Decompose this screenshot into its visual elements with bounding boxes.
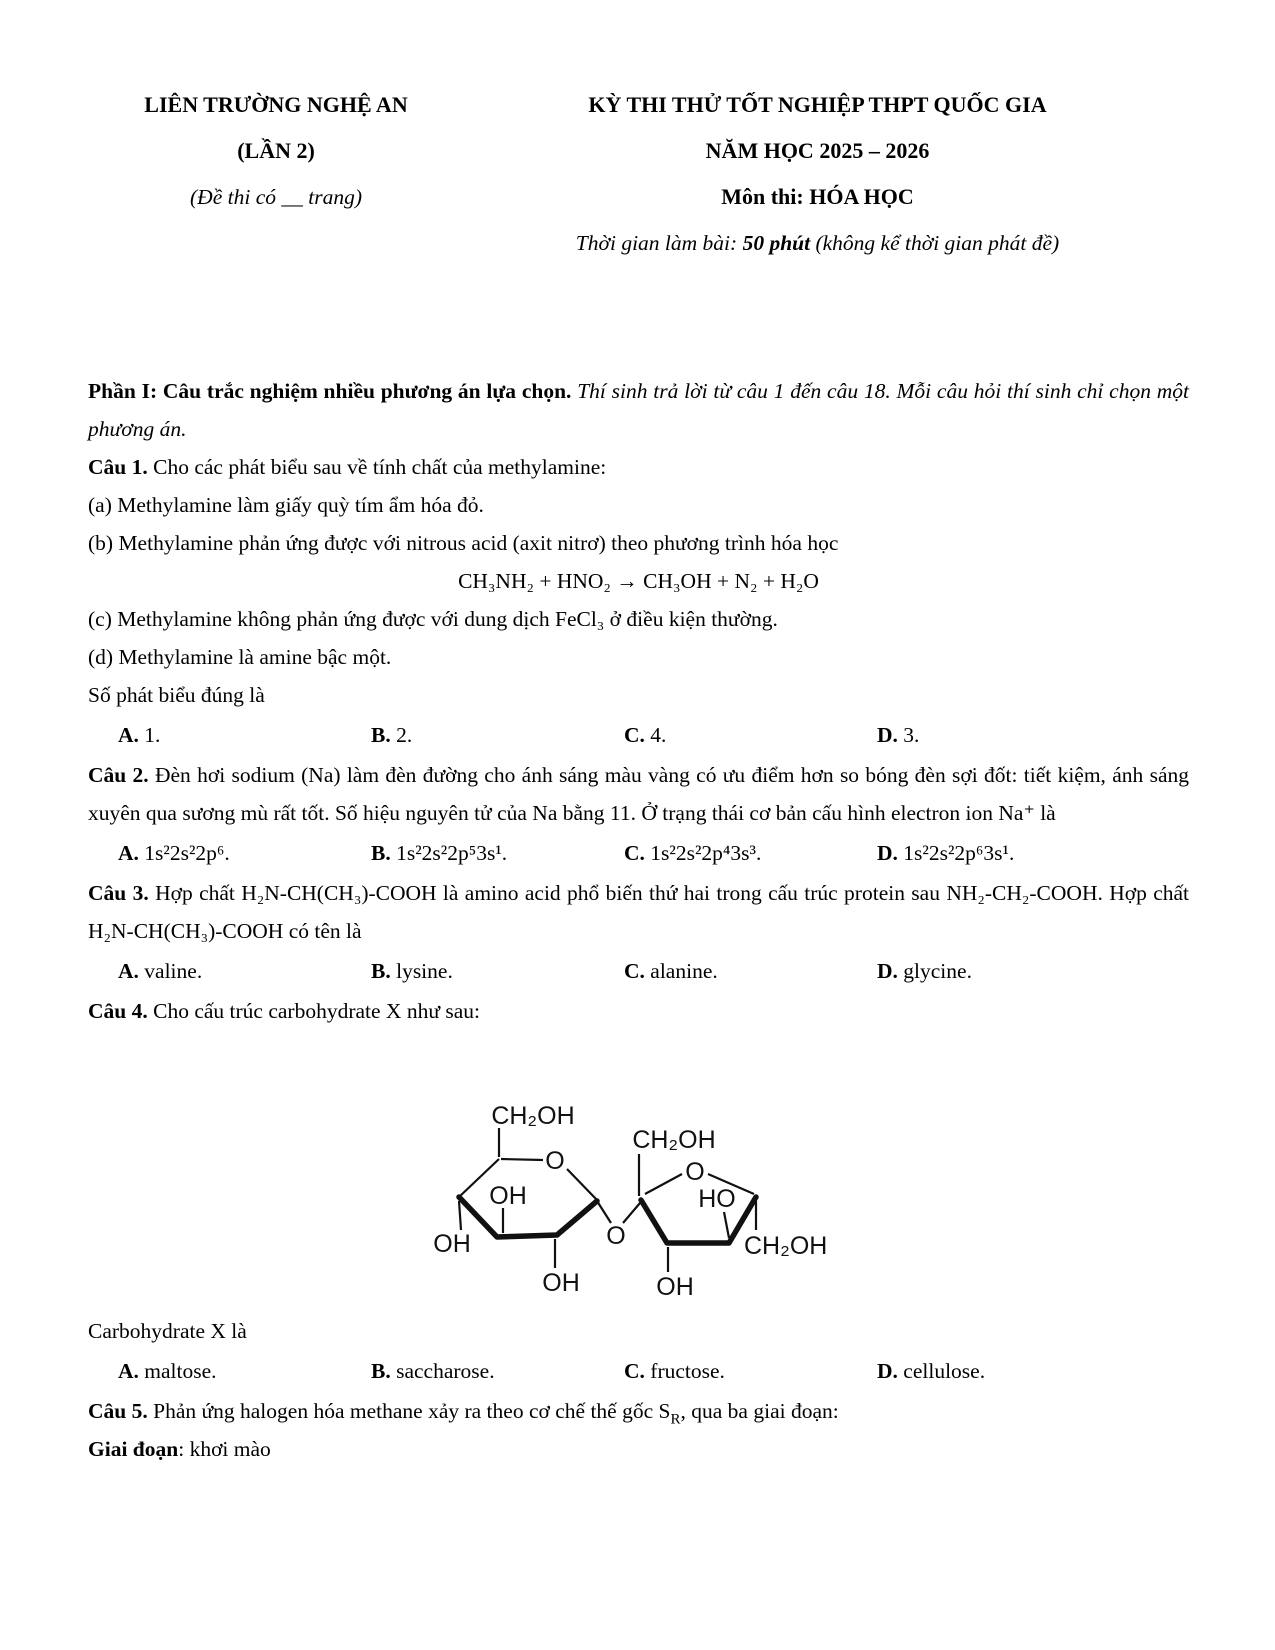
q2-options-row [88,834,1189,872]
glucose-oh-inner-label: OH [488,1182,527,1210]
q3-option-a: A. valine. [118,959,203,983]
sucrose-structure-diagram [404,1044,874,1302]
exam-org: LIÊN TRƯỜNG NGHỆ AN [144,92,408,117]
school-year: NĂM HỌC 2025 – 2026 [705,138,930,163]
q2-option-a: A. 1s²2s²2p⁶. [118,841,230,865]
q3-label: Câu 3. [88,881,149,905]
q4-option-a: A. maltose. [118,1359,217,1383]
part1-heading-bold: Phần I: Câu trắc nghiệm nhiều phương án lựa chọn. [88,379,572,403]
q4-diagram-container [88,1030,1189,1312]
exam-title: KỲ THI THỬ TỐT NGHIỆP THPT QUỐC GIA [588,92,1047,117]
q2-option-d: D. 1s²2s²2p⁶3s¹. [877,841,1015,865]
q4-options-row [88,1352,1189,1390]
q1-statement-b: (b) Methylamine phản ứng được với nitrous acid (axit nitrơ) theo phương trình hóa học [88,531,839,555]
q1-statement-d: (d) Methylamine là amine bậc một. [88,645,392,669]
q4-option-d: D. cellulose. [877,1359,986,1383]
part1-heading-italic: Thí sinh trả lời từ câu 1 đến câu 18. Mỗi câu hỏi thí sinh chỉ chọn một phương án. [88,379,1189,441]
subject-line: Môn thi: HÓA HỌC [721,184,914,209]
q5-radical-subscript: R [670,1411,681,1428]
fructose-ring-oxygen-label: O [684,1158,705,1186]
q1-equation: CH₃NH₂ + HNO₂ → CH₃OH + N₂ + H₂O [458,569,819,593]
q1-option-b: B. 2. [371,723,413,747]
q5-stage-line: Giai đoạn: khơi mào [88,1437,271,1461]
fructose-oh-bottom-label: OH [655,1273,694,1301]
q2-label: Câu 2. [88,763,149,787]
q3-stem: Câu 3. Hợp chất H₂N-CH(CH₃)-COOH là amino acid phổ biến thứ hai trong cấu trúc protein sau NH₂-CH₂-COOH. Hợp chất H₂N-CH(CH₃)-COOH có tên là [88,881,1190,943]
header-right-block [446,82,1189,266]
glycosidic-oxygen-label: O [605,1222,626,1250]
q2-option-b: B. 1s²2s²2p⁵3s¹. [371,841,508,865]
q4-label: Câu 4. [88,999,148,1023]
q5-stem: Câu 5. Phản ứng halogen hóa methane xảy ra theo cơ chế thế gốc $S_R$, qua ba giai đoạn: [88,1399,839,1428]
q5-stage-label: Giai đoạn [88,1437,179,1461]
q1-option-c: C. 4. [624,723,667,747]
q3-option-c: C. alanine. [624,959,718,983]
q1-statement-c: (c) Methylamine không phản ứng được với dung dịch FeCl₃ ở điều kiện thường. [88,607,778,631]
q2-stem: Câu 2. Đèn hơi sodium (Na) làm đèn đường cho ánh sáng màu vàng có ưu điểm hơn so bóng đèn sợi đốt: tiết kiệm, ánh sáng xuyên qua sương mù rất tốt. Số hiệu nguyên tử của Na bằng 11. Ở trạng thái cơ bản cấu hình electron ion Na⁺ là [88,763,1190,825]
glucose-ch2oh-label: CH₂OH [490,1102,575,1130]
q1-option-a: A. 1. [118,723,161,747]
part1-heading [88,372,1189,448]
fructose-ch2oh-right-label: CH₂OH [743,1232,827,1260]
duration-line: Thời gian làm bài: 50 phút (không kể thời gian phát đề) [575,231,1060,255]
glucose-oh-left-label: OH [432,1230,471,1258]
q3-option-b: B. lysine. [371,959,453,983]
exam-header [88,82,1189,266]
q4-option-c: C. fructose. [624,1359,725,1383]
q1-stem: Câu 1. Cho các phát biểu sau về tính chất của methylamine: [88,455,607,479]
q4-option-b: B. saccharose. [371,1359,495,1383]
q1-statement-a: (a) Methylamine làm giấy quỳ tím ẩm hóa đỏ. [88,493,484,517]
fructose-ch2oh-top-label: CH₂OH [631,1126,716,1154]
q4-closing: Carbohydrate X là [88,1319,247,1343]
page-count-note: (Đề thi có __ trang) [190,185,362,209]
q1-option-d: D. 3. [877,723,920,747]
q3-option-d: D. glycine. [877,959,972,983]
glucose-ring-oxygen-label: O [544,1147,565,1175]
header-left-block [106,82,446,266]
q1-options-row [88,716,1189,754]
glucose-oh-bottom-label: OH [541,1269,580,1297]
exam-round: (LẦN 2) [237,138,315,163]
duration-value: 50 phút [742,231,811,255]
q4-stem: Câu 4. Cho cấu trúc carbohydrate X như sau: [88,999,480,1023]
q1-label: Câu 1. [88,455,148,479]
fructose-ho-inner-label: HO [697,1185,736,1213]
q5-label: Câu 5. [88,1399,148,1423]
q3-options-row [88,952,1189,990]
q2-option-c: C. 1s²2s²2p⁴3s³. [624,841,762,865]
q1-closing: Số phát biểu đúng là [88,683,265,707]
exam-body [88,372,1189,1468]
